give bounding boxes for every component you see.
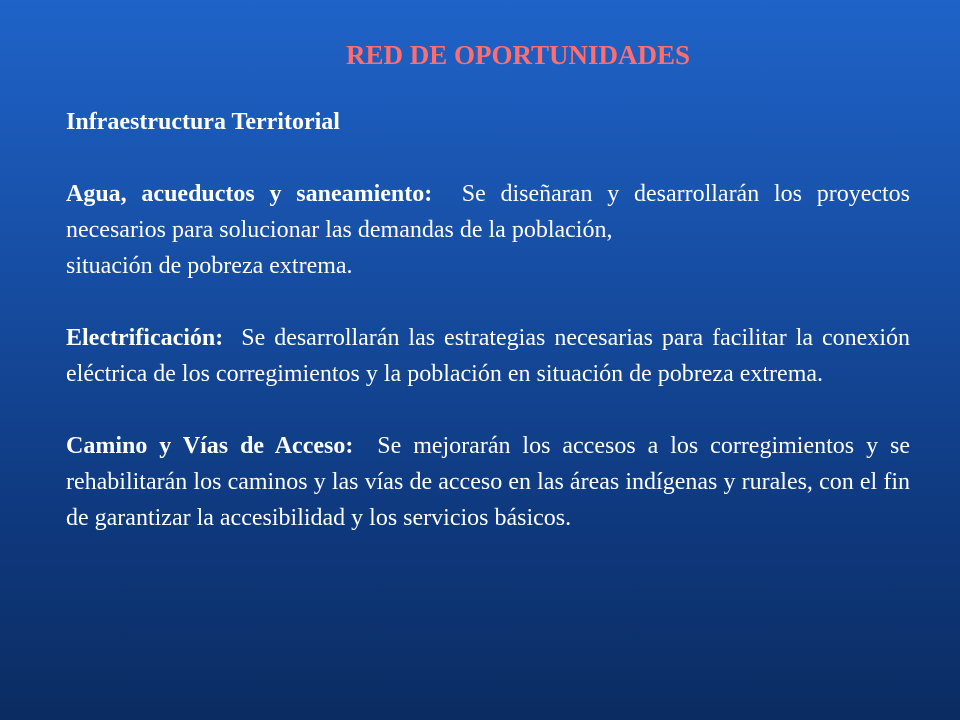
section-roads bbox=[66, 428, 910, 536]
section-roads-text: Se mejorarán los accesos a los corregimientos y se rehabilitarán los caminos y las vías de acceso en las áreas indígenas y rurales, con el fin de garantizar la accesibilidad y los servicios básicos. bbox=[66, 433, 911, 531]
section-water-label: Agua, acueductos y saneamiento: bbox=[66, 181, 433, 207]
section-electrification bbox=[66, 320, 910, 392]
section-electrification-text: Se desarrollarán las estrategias necesarias para facilitar la conexión eléctrica de los corregimientos y la población en situación de pobreza extrema. bbox=[66, 325, 911, 387]
slide-subtitle: Infraestructura Territorial bbox=[66, 109, 340, 135]
slide-title: RED DE OPORTUNIDADES bbox=[345, 40, 691, 70]
section-roads-label: Camino y Vías de Acceso: bbox=[66, 433, 354, 459]
section-water bbox=[66, 176, 910, 284]
section-water-note: situación de pobreza extrema. bbox=[66, 253, 353, 279]
section-water-text: Se diseñaran y desarrollarán los proyectos necesarios para solucionar las demandas de la población, bbox=[66, 181, 911, 243]
section-electrification-label: Electrificación: bbox=[66, 325, 224, 351]
slide-content bbox=[66, 104, 910, 536]
